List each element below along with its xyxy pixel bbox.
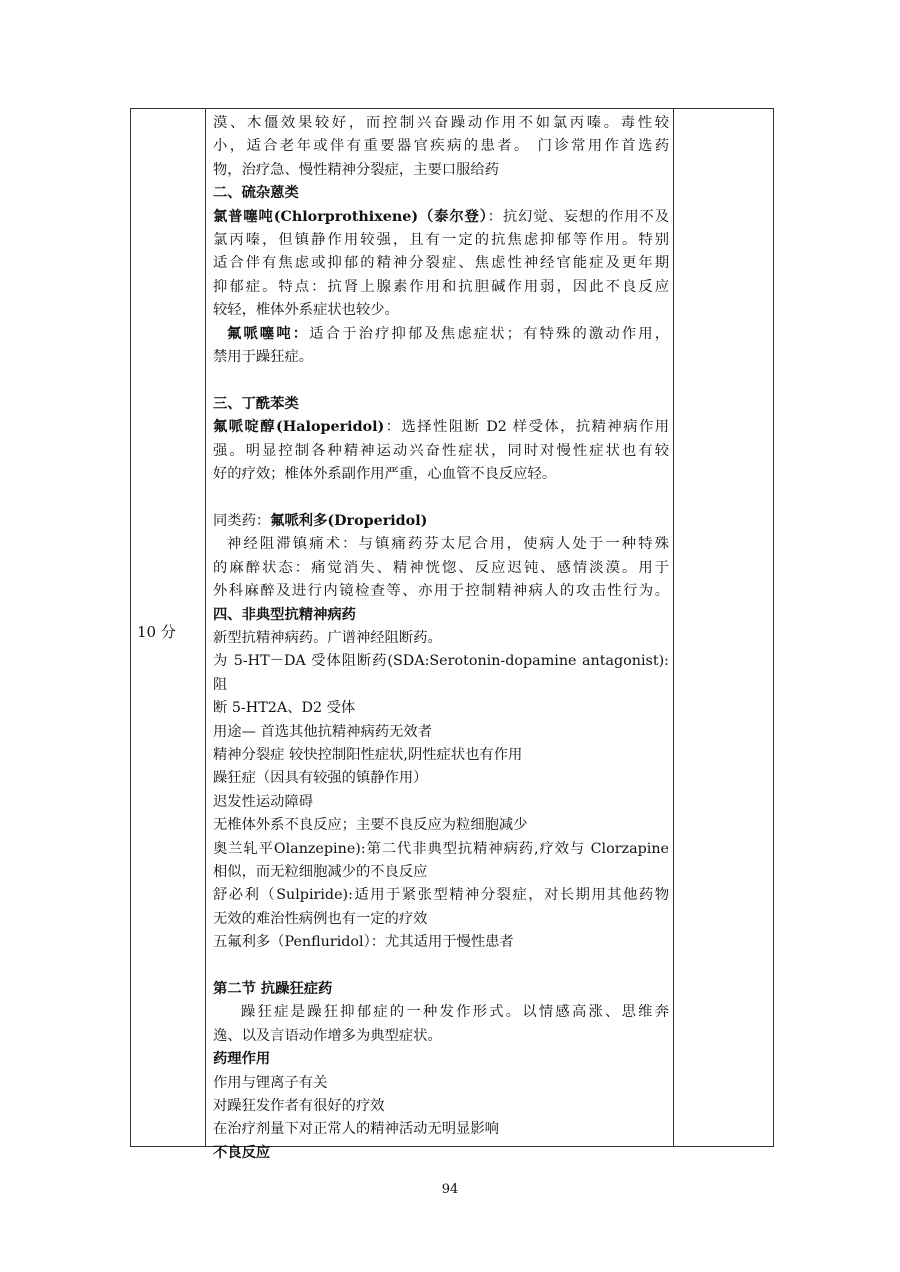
text-line [213, 510, 669, 533]
content-table [130, 108, 774, 1161]
text-line: 氯丙嗪，但镇静作用较强，且有一定的抗焦虑抑郁等作用。特别 [213, 232, 669, 249]
text-line: 物，治疗急、慢性精神分裂症，主要口服给药 [213, 161, 499, 178]
section-heading: 三、丁酰苯类 [213, 395, 299, 412]
content-cell [206, 109, 674, 1161]
text-line: 禁用于躁狂症。 [213, 349, 314, 366]
blank-line [213, 486, 669, 509]
text-line: 舒必利（Sulpiride):适用于紧张型精神分裂症，对长期用其他药物 [213, 887, 669, 904]
text-line: 适合伴有焦虑或抑郁的精神分裂症、焦虑性神经官能症及更年期 [213, 255, 669, 272]
text-line: 好的疗效；椎体外系副作用严重，心血管不良反应轻。 [213, 466, 557, 483]
content-body [206, 109, 673, 1161]
text-line: 的麻醉状态：痛觉消失、精神恍惚、反应迟钝、感情淡漠。用于 [213, 559, 669, 576]
text-line: 无效的难治性病例也有一定的疗效 [213, 910, 428, 927]
text-line: 对躁狂发作者有很好的疗效 [213, 1098, 385, 1115]
line-text: 同类药： [213, 512, 271, 529]
line-text: ：选择性阻断 D2 样受体，抗精神病作用 [384, 419, 669, 436]
text-line: 强。明显控制各种精神运动兴奋性症状，同时对慢性症状也有较 [213, 442, 669, 459]
text-line: 逸、以及言语动作增多为典型症状。 [213, 1027, 442, 1044]
section-heading: 药理作用 [213, 1051, 271, 1068]
text-line: 相似，而无粒细胞减少的不良反应 [213, 863, 428, 880]
section-heading: 第二节 抗躁狂症药 [213, 980, 333, 997]
text-line: 奥兰轧平Olanzepine):第二代非典型抗精神病药,疗效与 Clorzapine [213, 840, 669, 857]
text-line: 精神分裂症 较快控制阳性症状,阴性症状也有作用 [213, 746, 523, 763]
bold-term: 氟哌啶醇(Haloperidol) [213, 419, 385, 436]
bold-term: 氟哌利多(Droperidol) [270, 512, 428, 529]
line-text: 适合于治疗抑郁及焦虑症状；有特殊的激动作用， [309, 325, 670, 342]
section-heading: 不良反应 [213, 1144, 271, 1161]
text-line [213, 323, 669, 346]
text-line: 小，适合老年或伴有重要器官疾病的患者。 门诊常用作首选药 [213, 138, 669, 155]
text-line: 漠、木僵效果较好，而控制兴奋躁动作用不如氯丙嗪。毒性较 [213, 115, 669, 131]
time-cell [131, 109, 206, 1147]
text-line: 在治疗剂量下对正常人的精神活动无明显影响 [213, 1121, 499, 1138]
section-heading: 二、硫杂蒽类 [213, 185, 299, 202]
notes-cell [674, 109, 774, 1147]
text-line: 作用与锂离子有关 [213, 1074, 328, 1091]
bold-term: 氯普噻吨(Chlorprothixene)（泰尔登） [213, 208, 488, 225]
blank-line [213, 369, 669, 392]
text-line: 为 5-HT－DA 受体阻断药(SDA:Serotonin-dopamine antagonist):阻 [213, 653, 669, 693]
text-line: 躁狂症（因具有较强的镇静作用） [213, 770, 428, 787]
text-line: 外科麻醉及进行内镜检查等、亦用于控制精神病人的攻击性行为。 [213, 583, 669, 600]
text-line: 较轻，椎体外系症状也较少。 [213, 302, 399, 319]
section-heading: 四、非典型抗精神病药 [213, 606, 356, 623]
text-line: 无椎体外系不良反应；主要不良反应为粒细胞减少 [213, 817, 528, 834]
text-line: 迟发性运动障碍 [213, 793, 314, 810]
table-row [131, 109, 774, 1147]
text-line [213, 206, 669, 229]
text-line: 新型抗精神病药。广谱神经阻断药。 [213, 629, 442, 646]
line-text: ：抗幻觉、妄想的作用不及 [487, 208, 670, 225]
text-line [213, 416, 669, 439]
text-line: 神经阻滞镇痛术：与镇痛药芬太尼合用，使病人处于一种特殊 [227, 536, 669, 553]
text-line: 躁狂症是躁狂抑郁症的一种发作形式。以情感高涨、思维奔 [241, 1004, 669, 1021]
bold-term: 氟哌噻吨： [227, 325, 310, 342]
blank-line [213, 955, 669, 978]
text-line: 抑郁症。特点：抗肾上腺素作用和抗胆碱作用弱，因此不良反应 [213, 278, 669, 295]
time-label: 10 分 [137, 623, 176, 641]
text-line: 五氟利多（Penfluridol）：尤其适用于慢性患者 [213, 934, 514, 951]
text-line: 断 5-HT2A、D2 受体 [213, 700, 356, 717]
page-number: 94 [441, 1182, 459, 1197]
text-line: 用途— 首选其他抗精神病药无效者 [213, 723, 432, 740]
